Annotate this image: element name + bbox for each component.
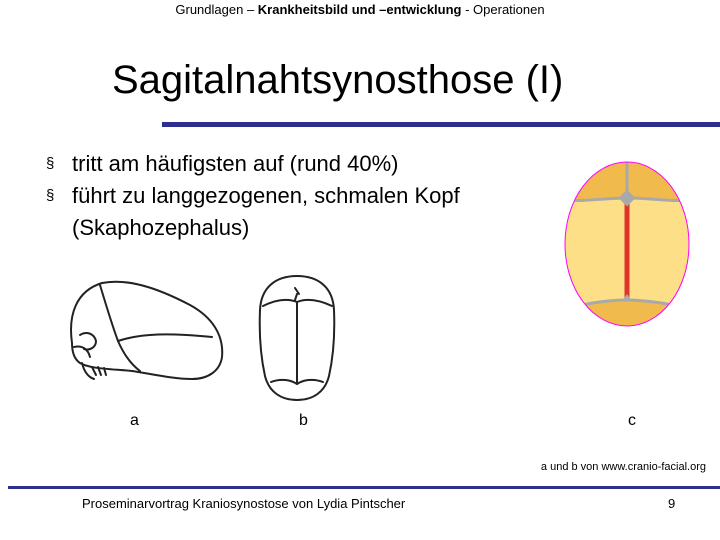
bullet-item bbox=[40, 180, 520, 244]
title-underline bbox=[162, 122, 720, 127]
footer-text: Proseminarvortrag Kraniosynostose von Lydia Pintscher bbox=[82, 496, 406, 511]
header-part-2: Krankheitsbild und –entwicklung bbox=[257, 2, 462, 17]
page-number: 9 bbox=[668, 496, 676, 511]
bullet-text: tritt am häufigsten auf (rund 40%) bbox=[72, 151, 399, 176]
skull-suture-diagram-icon bbox=[560, 158, 694, 330]
footer-rule bbox=[8, 486, 720, 489]
bullet-text: führt zu langgezogenen, schmalen Kopf (Skaphozephalus) bbox=[72, 183, 460, 240]
header-part-3: - Operationen bbox=[461, 2, 545, 17]
bullet-marker: § bbox=[46, 155, 55, 172]
figure-label-b: b bbox=[299, 412, 308, 429]
bullet-item bbox=[40, 148, 520, 180]
slide-title: Sagitalnahtsynosthose (I) bbox=[112, 58, 564, 102]
slide-header bbox=[0, 2, 720, 17]
bullet-list bbox=[40, 148, 520, 244]
bullet-marker: § bbox=[46, 187, 55, 204]
figure-label-c: c bbox=[628, 412, 636, 429]
skull-top-view-icon bbox=[255, 272, 340, 404]
image-credit: a und b von www.cranio-facial.org bbox=[540, 461, 706, 473]
header-part-1: Grundlagen – bbox=[175, 2, 258, 17]
skull-side-view-icon bbox=[62, 275, 232, 385]
figure-label-a: a bbox=[130, 412, 139, 429]
